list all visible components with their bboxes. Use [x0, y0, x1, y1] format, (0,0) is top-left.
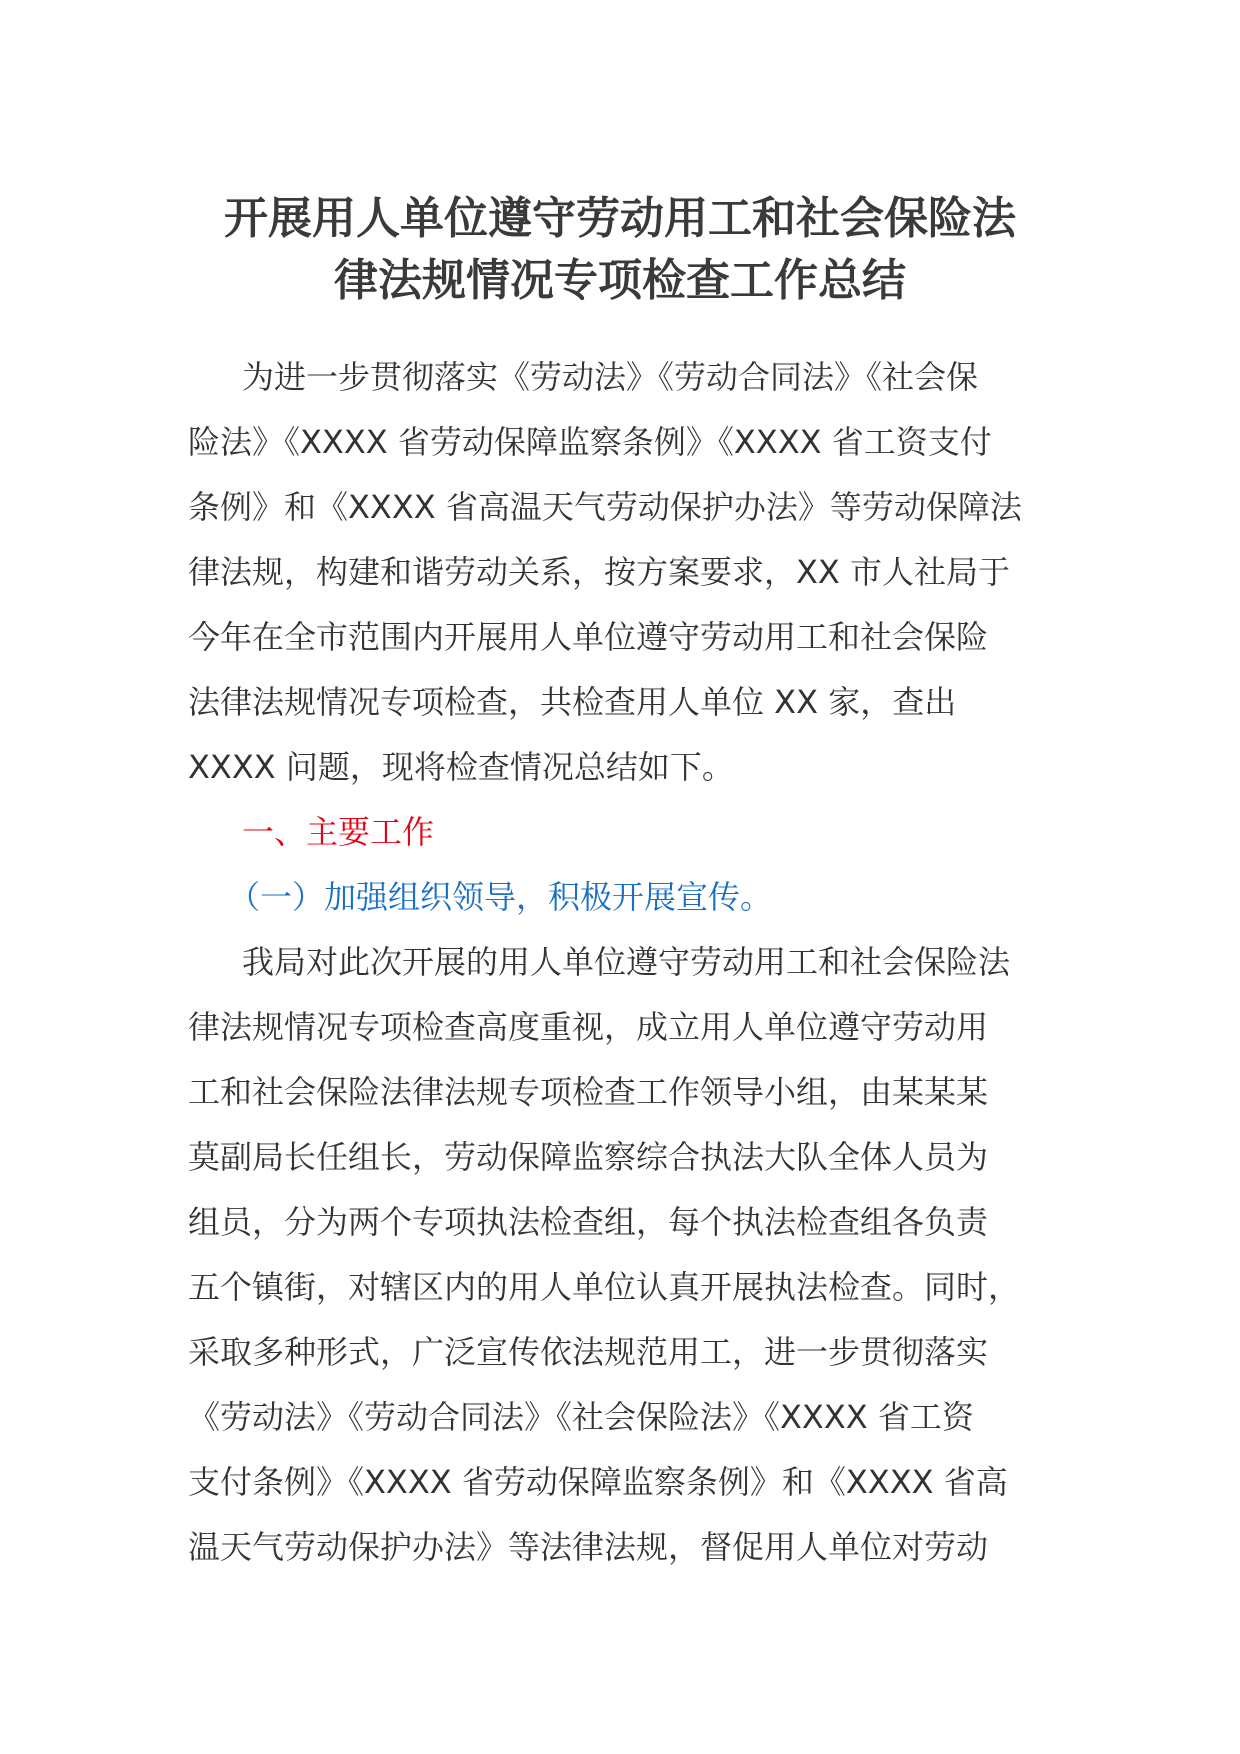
paragraph-line: 条例》和《XXXX 省高温天气劳动保护办法》等劳动保障法 — [188, 488, 1022, 526]
paragraph-line: 五个镇街，对辖区内的用人单位认真开展执法检查。同时， — [188, 1268, 1021, 1306]
document-title — [160, 188, 1080, 312]
section-heading: 一、主要工作 — [242, 813, 435, 851]
paragraph-line: 组员，分为两个专项执法检查组，每个执法检查组各负责 — [188, 1203, 989, 1241]
title-line: 开展用人单位遵守劳动用工和社会保险法 — [224, 193, 1016, 244]
paragraph-line: 《劳动法》《劳动合同法》《社会保险法》《XXXX 省工资 — [188, 1398, 974, 1436]
paragraph-line: 律法规，构建和谐劳动关系，按方案要求，XX 市人社局于 — [188, 553, 1011, 591]
subsection-heading: （一）加强组织领导，积极开展宣传。 — [228, 878, 773, 916]
paragraph-line: XXXX 问题，现将检查情况总结如下。 — [188, 748, 734, 786]
paragraph-line: 为进一步贯彻落实《劳动法》《劳动合同法》《社会保 — [242, 358, 979, 396]
document-body — [188, 345, 1058, 1580]
paragraph-line: 法律法规情况专项检查，共检查用人单位 XX 家，查出 — [188, 683, 957, 721]
paragraph-line: 温天气劳动保护办法》等法律法规，督促用人单位对劳动 — [188, 1528, 989, 1566]
paragraph-line: 支付条例》《XXXX 省劳动保障监察条例》和《XXXX 省高 — [188, 1463, 1008, 1501]
paragraph-line: 我局对此次开展的用人单位遵守劳动用工和社会保险法 — [242, 943, 1011, 981]
paragraph-line: 今年在全市范围内开展用人单位遵守劳动用工和社会保险 — [188, 618, 989, 656]
paragraph-line: 采取多种形式，广泛宣传依法规范用工，进一步贯彻落实 — [188, 1333, 989, 1371]
intro-paragraph — [188, 345, 1058, 800]
paragraph-line: 险法》《XXXX 省劳动保障监察条例》《XXXX 省工资支付 — [188, 423, 992, 461]
body-paragraph — [188, 930, 1058, 1580]
title-line: 律法规情况专项检查工作总结 — [334, 255, 906, 306]
paragraph-line: 律法规情况专项检查高度重视，成立用人单位遵守劳动用 — [188, 1008, 989, 1046]
paragraph-line: 莫副局长任组长，劳动保障监察综合执法大队全体人员为 — [188, 1138, 989, 1176]
paragraph-line: 工和社会保险法律法规专项检查工作领导小组，由某某某 — [188, 1073, 989, 1111]
